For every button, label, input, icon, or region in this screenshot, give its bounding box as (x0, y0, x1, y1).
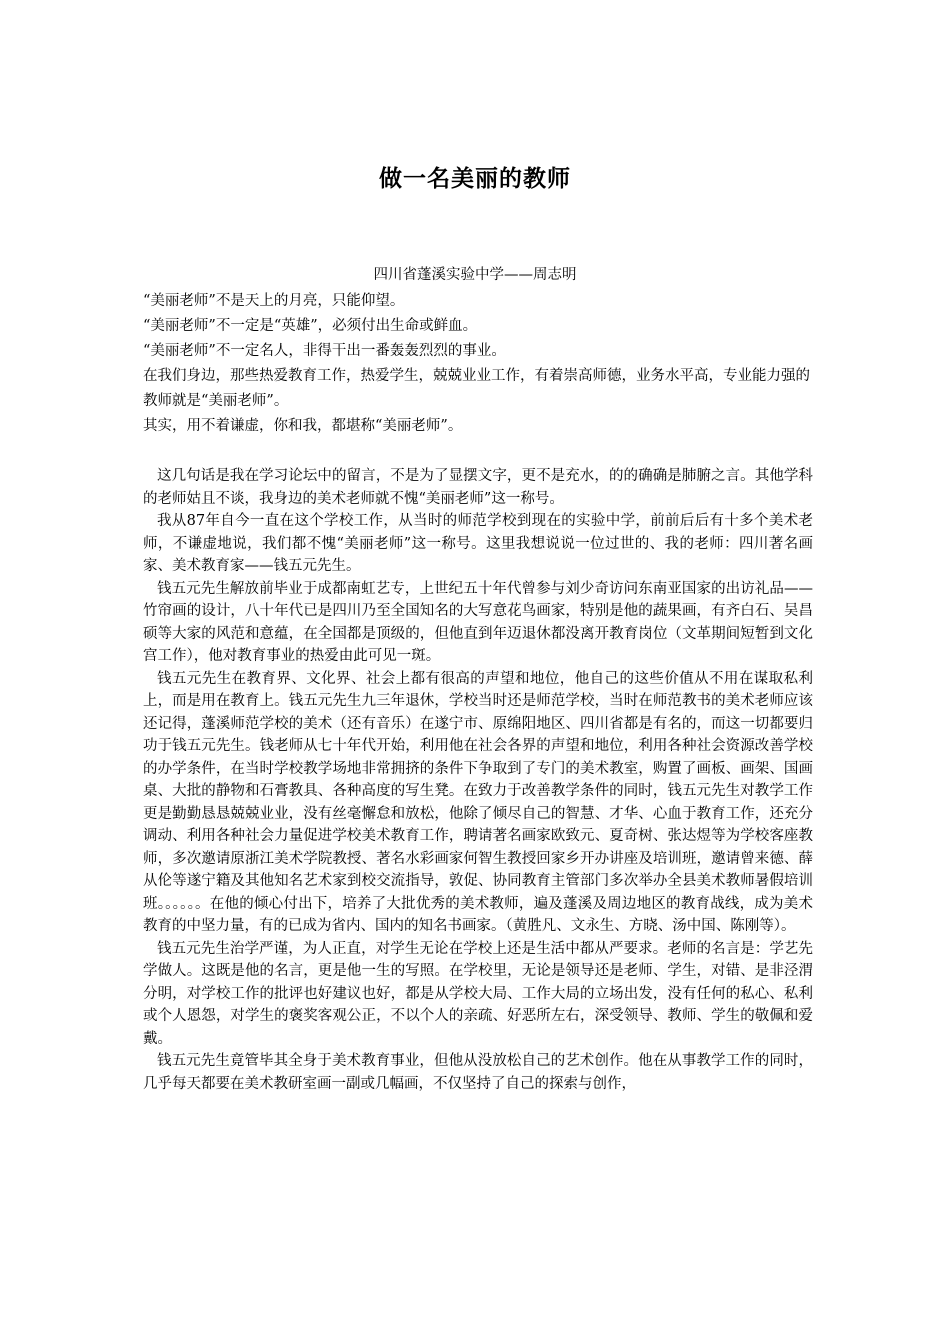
paragraph: 钱五元先生治学严谨，为人正直，对学生无论在学校上还是生活中都从严要求。老师的名言是：学艺先学做人。这既是他的名言，更是他一生的写照。在学校里，无论是领导还是老师、学生，对错、是非泾渭分明，对学校工作的批评也好建议也好，都是从学校大局、工作大局的立场出发，没有任何的私心、私利或个人恩怨，对学生的褒奖客观公正，不以个人的亲疏、好恶所左右，深受领导、教师、学生的敬佩和爱戴。 (143, 940, 813, 1047)
paragraph: 钱五元先生在教育界、文化界、社会上都有很高的声望和地位，他自己的这些价值从不用在谋取私利上，而是用在教育上。钱五元先生九三年退休，学校当时还是师范学校，当时在师范教书的美术老师应该还记得，蓬溪师范学校的美术（还有音乐）在遂宁市、原绵阳地区、四川省都是有名的，而这一切都要归功于钱五元先生。钱老师从七十年代开始，利用他在社会各界的声望和地位，利用各种社会资源改善学校的办学条件，在当时学校教学场地非常拥挤的条件下争取到了专门的美术教室，购置了画板、画架、国画桌、大批的静物和石膏教具、各种高度的写生凳。在致力于改善教学条件的同时，钱五元先生对教学工作更是勤勤恳恳兢兢业业，没有丝毫懈怠和放松，他除了倾尽自己的智慧、才华、心血于教育工作，还充分调动、利用各种社会力量促进学校美术教育工作，聘请著名画家欧致元、夏奇树、张达煜等为学校客座教师，多次邀请原浙江美术学院教授、著名水彩画家何智生教授回家乡开办讲座及培训班，邀请曾来德、薛从伦等遂宁籍及其他知名艺术家到校交流指导，敦促、协同教育主管部门多次举办全县美术教师暑假培训班。。。。。。在他的倾心付出下，培养了大批优秀的美术教师，遍及蓬溪及周边地区的教育战线，成为美术教育的中坚力量，有的已成为省内、国内的知名书画家。（黄胜凡、文永生、方晓、汤中国、陈刚等）。 (143, 670, 813, 934)
author-line: 四川省蓬溪实验中学——周志明 (373, 267, 577, 283)
verse-line: “美丽老师”不一定是“英雄”，必须付出生命或鲜血。 (143, 318, 478, 334)
paragraph: 这几句话是我在学习论坛中的留言，不是为了显摆文字，更不是充水，的的确确是肺腑之言。其他学科的老师姑且不谈，我身边的美术老师就不愧“美丽老师”这一称号。 (143, 468, 813, 507)
paragraph: 我从87年自今一直在这个学校工作，从当时的师范学校到现在的实验中学，前前后后有十多个美术老师，不谦虚地说，我们都不愧“美丽老师”这一称号。这里我想说说一位过世的、我的老师：四川著名画家、美术教育家——钱五元先生。 (143, 513, 813, 574)
paragraph: 钱五元先生竟管毕其全身于美术教育事业，但他从没放松自己的艺术创作。他在从事教学工作的同时，几乎每天都要在美术教研室画一副或几幅画，不仅坚持了自己的探索与创作， (143, 1053, 813, 1092)
verse-line: 在我们身边，那些热爱教育工作，热爱学生，兢兢业业工作，有着崇高师德，业务水平高，专业能力强的教师就是“美丽老师”。 (143, 368, 810, 409)
document-title: 做一名美丽的教师 (379, 166, 571, 192)
article-body (143, 465, 813, 1095)
verse-line: “美丽老师”不是天上的月亮，只能仰望。 (143, 293, 405, 309)
opening-verse (143, 289, 813, 439)
verse-line: “美丽老师”不一定名人，非得干出一番轰轰烈烈的事业。 (143, 343, 506, 359)
verse-line: 其实，用不着谦虚，你和我，都堪称“美丽老师”。 (143, 418, 463, 434)
paragraph: 钱五元先生解放前毕业于成都南虹艺专，上世纪五十年代曾参与刘少奇访问东南亚国家的出访礼品——竹帘画的设计，八十年代已是四川乃至全国知名的大写意花鸟画家，特别是他的蔬果画，有齐白石、吴昌硕等大家的风范和意蕴，在全国都是顶级的，但他直到年迈退休都没离开教育岗位（文革期间短暂到文化宫工作），他对教育事业的热爱由此可见一斑。 (143, 580, 813, 664)
